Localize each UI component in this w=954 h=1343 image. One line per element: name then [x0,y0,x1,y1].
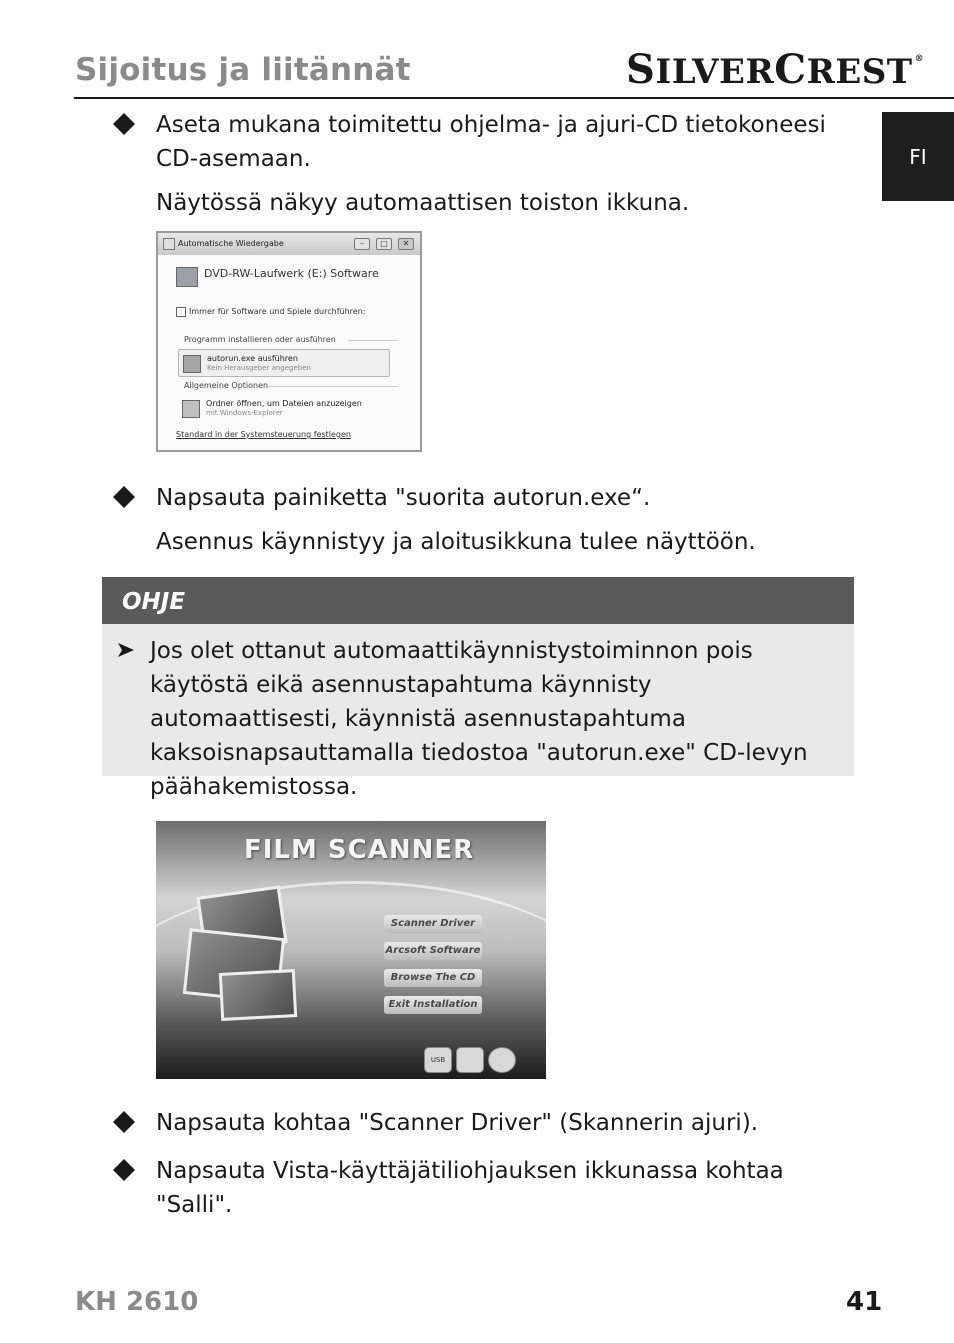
page-number: 41 [846,1287,883,1317]
control-panel-link[interactable]: Standard in der Systemsteuerung festlegen [176,430,351,439]
drive-label: DVD-RW-Laufwerk (E:) Software [204,267,379,280]
minimize-icon[interactable]: – [354,238,370,250]
program-icon [183,355,201,373]
run-autorun-option[interactable] [178,349,390,377]
maximize-icon[interactable]: □ [376,238,392,250]
step-click-autorun: Napsauta painiketta "suorita autorun.exe“. [156,485,651,511]
step-install-starts: Asennus käynnistyy ja aloitusikkuna tulee näyttöön. [156,529,756,555]
dialog-titlebar [158,233,420,256]
diamond-bullet-icon [112,112,136,136]
family-photo [219,969,297,1021]
step-click-scanner-driver: Napsauta kohtaa "Scanner Driver" (Skannerin ajuri). [156,1110,759,1136]
open-folder-label: Ordner öffnen, um Dateien anzuzeigen [206,399,362,408]
step-autoplay-result: Näytössä näkyy automaattisen toiston ikkuna. [156,190,690,216]
dialog-body [158,255,420,450]
menu-exit-installation[interactable]: Exit Installation [384,996,482,1014]
splash-title: FILM SCANNER [244,835,475,865]
page-section-title: Sijoitus ja liitännät [75,52,411,88]
logo-word-silver: ILVER [655,52,775,92]
globe-icon[interactable] [488,1047,516,1073]
step-click-allow: Napsauta Vista-käyttäjätiliohjauksen ikkunassa kohtaa "Salli". [156,1158,784,1218]
diamond-bullet-icon [112,1158,136,1182]
step-insert-cd: Aseta mukana toimitettu ohjelma- ja ajuri-CD tietokoneesi CD-asemaan. [156,112,826,172]
close-icon[interactable]: ✕ [398,238,414,250]
open-folder-option[interactable] [178,395,390,423]
menu-browse-cd[interactable]: Browse The CD [384,969,482,987]
diamond-bullet-icon [112,1110,136,1134]
dvd-drive-icon [176,267,198,287]
dialog-title: Automatische Wiedergabe [178,239,284,248]
always-do-label: Immer für Software und Spiele durchführen: [189,307,366,316]
explorer-note: mit Windows-Explorer [206,409,283,417]
logo-initial-s: S [626,46,656,93]
registered-mark: ® [914,54,925,64]
menu-scanner-driver[interactable]: Scanner Driver [384,915,482,933]
usb-icon[interactable]: USB [424,1047,452,1073]
section-general-heading: Allgemeine Optionen [184,381,269,390]
note-heading: OHJE [102,577,854,624]
section-divider [268,386,398,387]
logo-word-crest: REST [806,52,913,92]
logo-initial-c: C [774,46,807,93]
section-divider [348,340,398,341]
silvercrest-logo [626,46,924,93]
autoplay-dialog [156,231,422,452]
menu-arcsoft-software[interactable]: Arcsoft Software [384,942,482,960]
film-scanner-splash [156,821,546,1079]
arrow-right-icon [118,642,134,656]
diamond-bullet-icon [112,485,136,509]
folder-icon [182,400,200,418]
publisher-note: Kein Herausgeber angegeben [207,364,311,372]
model-number: KH 2610 [75,1287,199,1317]
note-text: Jos olet ottanut automaattikäynnistystoiminnon pois käytöstä eikä asennustapahtuma käynnisty automaattisesti, käynnistä asennustapahtuma kaksoisnapsauttamalla tiedostoa "autorun.exe" CD-levyn päähakemistossa. [150,638,808,800]
language-tab: FI [882,112,954,201]
windows-icon[interactable] [456,1047,484,1073]
header-divider [74,97,954,99]
run-autorun-label: autorun.exe ausführen [207,354,298,363]
autoplay-icon [163,238,175,250]
section-install-heading: Programm installieren oder ausführen [184,335,336,344]
always-do-checkbox[interactable] [176,307,186,317]
